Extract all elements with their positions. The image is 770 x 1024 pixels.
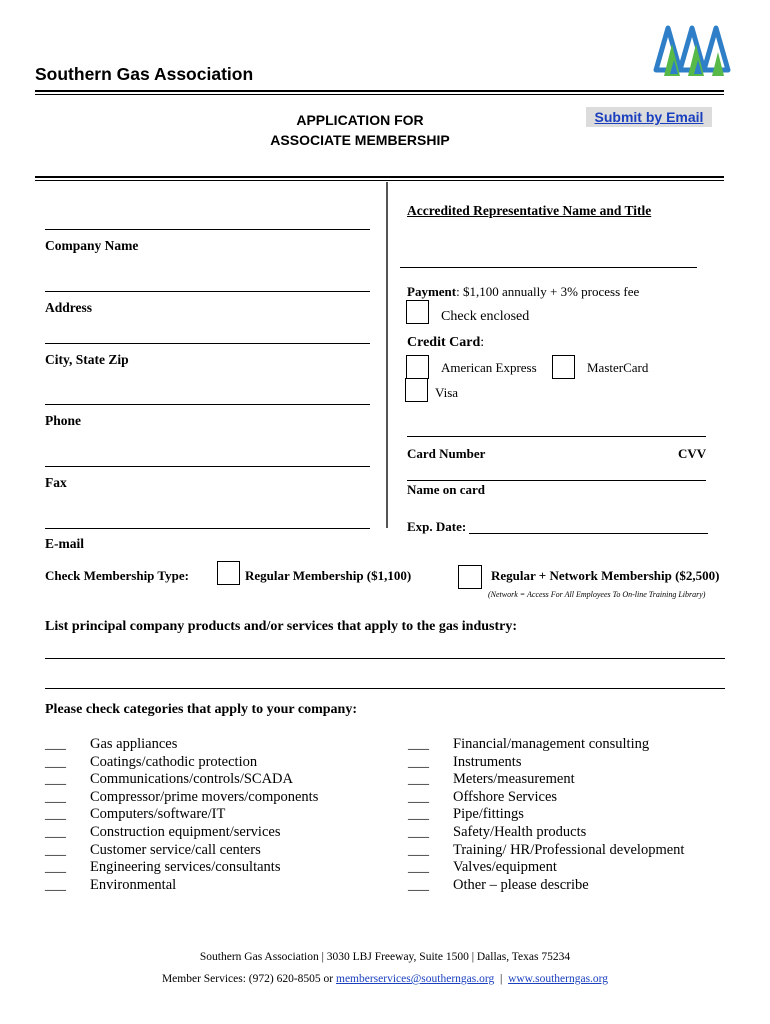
regular-membership-checkbox[interactable] (217, 561, 240, 585)
left-category-list (90, 736, 318, 894)
products-line-1[interactable] (45, 658, 725, 659)
category-item: Meters/measurement (453, 771, 575, 788)
accredited-rep-label: Accredited Representative Name and Title (407, 203, 652, 218)
form-title-line-2: ASSOCIATE MEMBERSHIP (270, 132, 450, 148)
name-on-card-label: Name on card (407, 482, 485, 497)
category-checkbox-blank[interactable]: ___ (45, 877, 66, 893)
category-checkbox-blank[interactable]: ___ (45, 754, 66, 770)
check-enclosed-label: Check enclosed (441, 309, 530, 324)
network-membership-label: Regular + Network Membership ($2,500) (491, 568, 720, 583)
mastercard-label: MasterCard (587, 360, 649, 375)
category-item: Construction equipment/services (90, 823, 281, 840)
member-services-text: Member Services: (972) 620-8505 or (161, 973, 336, 985)
category-checkbox-blank[interactable]: ___ (408, 842, 429, 858)
network-note: (Network = Access For All Employees To On-line Training Library) (488, 590, 706, 599)
category-item: Financial/management consulting (453, 736, 650, 752)
category-checkbox-blank[interactable]: ___ (408, 789, 429, 805)
column-divider (386, 182, 388, 528)
categories-prompt: Please check categories that apply to your company: (45, 702, 357, 717)
category-item: Communications/controls/SCADA (90, 771, 293, 788)
company-name-line[interactable] (45, 229, 370, 230)
phone-line[interactable] (45, 404, 370, 405)
category-checkbox-blank[interactable]: ___ (45, 737, 66, 752)
category-item: Valves/equipment (453, 859, 557, 876)
category-checkbox-blank[interactable]: ___ (408, 772, 429, 788)
category-item: Coatings/cathodic protection (90, 753, 258, 770)
card-number-label: Card Number (407, 446, 486, 461)
payment-text (407, 284, 639, 300)
cvv-label: CVV (678, 446, 707, 461)
form-title (240, 110, 480, 150)
right-category-blanks (408, 736, 429, 894)
phone-label: Phone (45, 413, 82, 428)
city-state-zip-line[interactable] (45, 343, 370, 344)
category-item: Computers/software/IT (90, 806, 226, 823)
category-checkbox-blank[interactable]: ___ (408, 860, 429, 876)
payment-amount: : $1,100 annually + 3% process fee (456, 284, 640, 299)
address-line[interactable] (45, 291, 370, 292)
email-label: E-mail (45, 536, 84, 551)
category-item: Safety/Health products (453, 823, 587, 840)
fax-label: Fax (45, 475, 67, 490)
category-checkbox-blank[interactable]: ___ (45, 789, 66, 805)
category-checkbox-blank[interactable]: ___ (45, 824, 66, 840)
category-checkbox-blank[interactable]: ___ (45, 772, 66, 788)
category-item: Offshore Services (453, 788, 558, 805)
address-label: Address (45, 300, 93, 315)
amex-checkbox[interactable] (406, 355, 429, 379)
submit-by-email-button[interactable]: Submit by Email (586, 107, 712, 127)
category-checkbox-blank[interactable]: ___ (408, 807, 429, 823)
city-state-zip-label: City, State Zip (45, 352, 129, 367)
category-item: Engineering services/consultants (90, 859, 281, 876)
category-item: Gas appliances (90, 736, 178, 752)
visa-label: Visa (435, 385, 459, 400)
credit-card-label: Credit Card (407, 335, 481, 350)
mastercard-checkbox[interactable] (552, 355, 575, 379)
right-category-list (453, 736, 684, 894)
category-checkbox-blank[interactable]: ___ (45, 842, 66, 858)
section-rule-bottom (35, 180, 724, 181)
credit-card-heading (407, 335, 484, 351)
regular-membership-label: Regular Membership ($1,100) (245, 568, 412, 583)
category-checkbox-blank[interactable]: ___ (408, 737, 429, 752)
products-prompt: List principal company products and/or services that apply to the gas industry: (45, 619, 518, 634)
footer-services (0, 973, 770, 985)
credit-card-colon: : (480, 335, 485, 350)
category-item: Environmental (90, 876, 177, 893)
category-checkbox-blank[interactable]: ___ (45, 860, 66, 876)
category-item: Customer service/call centers (90, 841, 261, 858)
form-title-line-1: APPLICATION FOR (296, 112, 424, 128)
section-rule-top (35, 176, 724, 178)
accredited-rep-line[interactable] (400, 267, 697, 268)
category-checkbox-blank[interactable]: ___ (45, 807, 66, 823)
amex-label: American Express (441, 360, 537, 375)
name-on-card-line[interactable] (407, 480, 706, 481)
org-name: Southern Gas Association (35, 64, 254, 84)
company-name-label: Company Name (45, 238, 139, 253)
sga-logo-icon (650, 22, 734, 84)
category-item: Instruments (453, 753, 522, 770)
email-line[interactable] (45, 528, 370, 529)
category-item: Compressor/prime movers/components (90, 788, 319, 805)
left-category-blanks (45, 736, 66, 894)
footer-separator: | (494, 973, 509, 985)
category-item: Other – please describe (453, 876, 589, 893)
visa-checkbox[interactable] (405, 378, 428, 402)
website-link[interactable]: www.southerngas.org (508, 973, 609, 985)
exp-date-line[interactable] (469, 533, 708, 534)
card-number-line[interactable] (407, 436, 706, 437)
category-item: Training/ HR/Professional development (453, 841, 685, 858)
category-checkbox-blank[interactable]: ___ (408, 824, 429, 840)
membership-type-label: Check Membership Type: (45, 568, 189, 583)
member-services-email-link[interactable]: memberservices@southerngas.org (336, 973, 495, 985)
category-item: Pipe/fittings (453, 806, 524, 823)
footer-address: Southern Gas Association | 3030 LBJ Freeway, Suite 1500 | Dallas, Texas 75234 (199, 951, 571, 963)
category-checkbox-blank[interactable]: ___ (408, 877, 429, 893)
header-rule-top (35, 90, 724, 92)
payment-label: Payment (407, 284, 457, 299)
fax-line[interactable] (45, 466, 370, 467)
network-membership-checkbox[interactable] (458, 565, 482, 589)
category-checkbox-blank[interactable]: ___ (408, 754, 429, 770)
products-line-2[interactable] (45, 688, 725, 689)
exp-date-label: Exp. Date: (407, 519, 467, 534)
header-rule-bottom (35, 94, 724, 95)
check-enclosed-checkbox[interactable] (406, 300, 429, 324)
